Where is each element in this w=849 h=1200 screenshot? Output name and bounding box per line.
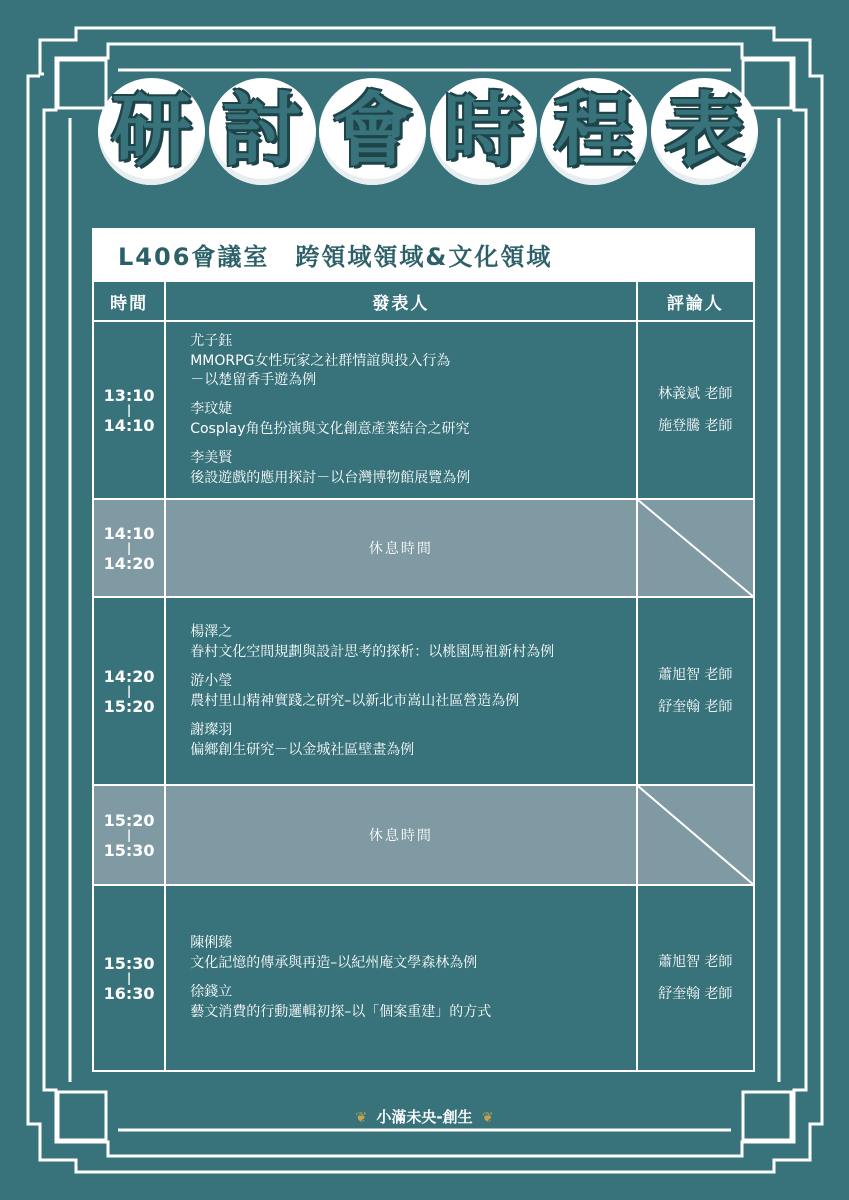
paper-title: －以楚留香手遊為例 xyxy=(190,372,317,388)
time-start: 15:30 xyxy=(103,953,155,973)
column-header-commentators: 評論人 xyxy=(637,281,754,321)
time-separator: | xyxy=(126,970,132,985)
title-char-circle xyxy=(319,78,426,185)
title-char: 研 xyxy=(111,84,192,177)
empty-diagonal-cell xyxy=(637,499,754,597)
column-header-speakers: 發表人 xyxy=(165,281,636,321)
session-time xyxy=(93,321,165,499)
time-end: 15:20 xyxy=(103,696,155,716)
title-char-circle xyxy=(651,78,758,185)
paper-title: Cosplay角色扮演與文化創意產業結合之研究 xyxy=(190,421,470,437)
commentator-name: 林義斌 老師 xyxy=(658,386,733,402)
time-separator: | xyxy=(126,683,132,698)
time-separator: | xyxy=(126,402,132,417)
paper-title: 文化記憶的傳承與再造–以紀州庵文學森林為例 xyxy=(190,955,478,971)
list-item xyxy=(190,400,635,439)
wheat-icon: ❦ xyxy=(355,1110,368,1126)
footer-logo xyxy=(0,1106,849,1127)
commentator-name: 施登騰 老師 xyxy=(658,418,733,434)
footer-text: 小滿未央-創生 xyxy=(376,1108,473,1126)
schedule-table xyxy=(92,280,755,1072)
break-row xyxy=(93,499,754,597)
list-item xyxy=(190,332,635,390)
title-char: 程 xyxy=(553,84,634,177)
session-commentators xyxy=(637,885,754,1071)
time-start: 13:10 xyxy=(103,385,155,405)
paper-title: 藝文消費的行動邏輯初探–以「個案重建」的方式 xyxy=(190,1004,492,1020)
session-speakers xyxy=(165,321,636,499)
speaker-name: 徐錢立 xyxy=(190,984,233,1000)
speaker-name: 楊澤之 xyxy=(190,623,233,640)
time-start: 14:20 xyxy=(103,666,155,686)
paper-title: 農村里山精神實踐之研究–以新北市嵩山社區營造為例 xyxy=(190,692,520,709)
table-header-row xyxy=(93,281,754,321)
session-speakers xyxy=(165,597,636,785)
schedule-table-container xyxy=(92,228,755,1072)
paper-title: MMORPG女性玩家之社群情誼與投入行為 xyxy=(190,353,451,369)
break-time xyxy=(93,785,165,885)
paper-title: 偏鄉創生研究－以金城社區壁畫為例 xyxy=(190,741,415,758)
commentator-name: 舒奎翰 老師 xyxy=(658,699,733,715)
speaker-name: 謝璨羽 xyxy=(190,721,233,738)
title-char: 表 xyxy=(664,84,745,177)
session-time xyxy=(93,597,165,785)
commentator-name: 蕭旭智 老師 xyxy=(658,954,733,970)
wheat-icon: ❦ xyxy=(481,1110,494,1126)
break-label: 休息時間 xyxy=(165,785,636,885)
session-time xyxy=(93,885,165,1071)
list-item xyxy=(190,623,635,662)
title-char-circle xyxy=(540,78,647,185)
title-char-circle xyxy=(98,78,205,185)
time-end: 14:20 xyxy=(103,553,155,573)
list-item xyxy=(190,934,635,973)
room-header: L406會議室 跨領域領域&文化領域 xyxy=(92,228,755,280)
time-start: 14:10 xyxy=(103,523,155,543)
speaker-name: 游小瑩 xyxy=(190,672,233,689)
time-end: 14:10 xyxy=(103,415,155,435)
session-row xyxy=(93,597,754,785)
session-row xyxy=(93,321,754,499)
break-time xyxy=(93,499,165,597)
time-separator: | xyxy=(126,540,132,555)
session-commentators xyxy=(637,597,754,785)
title-char-circle xyxy=(430,78,537,185)
session-speakers xyxy=(165,885,636,1071)
break-row xyxy=(93,785,754,885)
time-start: 15:20 xyxy=(103,810,155,830)
list-item xyxy=(190,449,635,488)
title-char: 討 xyxy=(222,84,303,177)
commentator-name: 舒奎翰 老師 xyxy=(658,986,733,1002)
title-char: 會 xyxy=(332,84,413,177)
time-separator: | xyxy=(126,827,132,842)
diagonal-line xyxy=(638,500,755,598)
list-item xyxy=(190,983,635,1022)
break-label: 休息時間 xyxy=(165,499,636,597)
speaker-name: 陳俐臻 xyxy=(190,935,233,951)
paper-title: 眷村文化空間規劃與設計思考的探析：以桃園馬祖新村為例 xyxy=(190,643,555,660)
diagonal-line xyxy=(638,786,755,886)
page-title xyxy=(98,74,758,192)
speaker-name: 尤子鈺 xyxy=(190,333,233,349)
empty-diagonal-cell xyxy=(637,785,754,885)
list-item xyxy=(190,672,635,711)
title-char-circle xyxy=(209,78,316,185)
list-item xyxy=(190,721,635,760)
time-end: 15:30 xyxy=(103,840,155,860)
time-end: 16:30 xyxy=(103,983,155,1003)
speaker-name: 李美賢 xyxy=(190,450,233,466)
speaker-name: 李玟婕 xyxy=(190,401,233,417)
session-row xyxy=(93,885,754,1071)
session-commentators xyxy=(637,321,754,499)
paper-title: 後設遊戲的應用探討－以台灣博物館展覽為例 xyxy=(190,470,471,486)
column-header-time: 時間 xyxy=(93,281,165,321)
title-char: 時 xyxy=(443,84,524,177)
commentator-name: 蕭旭智 老師 xyxy=(658,667,733,683)
